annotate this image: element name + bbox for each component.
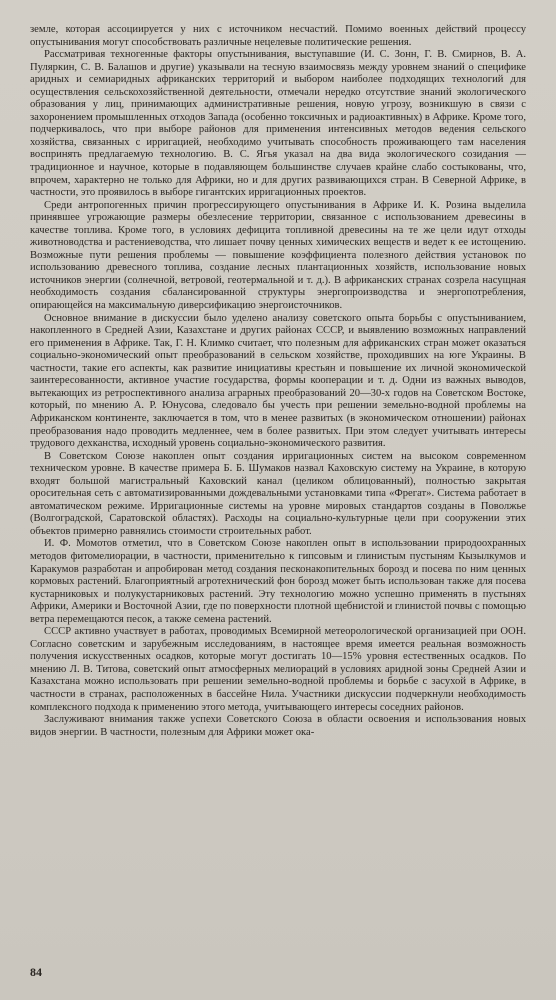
page-number: 84: [30, 965, 42, 979]
paragraph: Заслуживают внимания также успехи Советского Союза в области освоения и использования новых видов энергии. В частности, полезным для Африки может ока-: [30, 714, 526, 738]
paragraph: Основное внимание в дискуссии было уделено анализу советского опыта борьбы с опустыниванием, накопленного в Средней Азии, Казахстане и других районах СССР, и выявлению возможных направлений его применения в Африке. Так, Г. Н. Климко считает, что полезным для африканских стран может оказаться социально-экономический опыт преобразований в сельском хозяйстве, проходивших на юге Украины. В частности, такие его аспекты, как развитие инициативы крестьян и повышение их личной экономической заинтересованности, активное участие государства, формы кооперации и т. д. Одни из важных выводов, вытекающих из ретроспективного анализа аграрных преобразований 20—30-х годов на Советском Востоке, который, по мнению А. Р. Юнусова, следовало бы учесть при решении земельно-водной проблемы на Африканском континенте, заключается в том, что в менее развитых (в экономическом отношении) районах преобразования надо проводить медленнее, чем в более развитых. При этом следует учитывать интересы трудового дехканства, исходный уровень социально-экономического развития.: [30, 312, 526, 450]
body-text: [30, 24, 526, 739]
paragraph: В Советском Союзе накоплен опыт создания ирригационных систем на высоком современном техническом уровне. В качестве примера Б. Б. Шумаков назвал Каховскую систему на Украине, в которую входят большой магистральный Каховский канал (целиком облицованный), полностью закрытая оросительная сеть с автоматизированными дождевальными установками типа «Фрегат». Система работает в автоматическом режиме. Ирригационные системы на уровне мировых стандартов созданы в Поволжье (Волгоградской, Саратовской областях). Расходы на социально-культурные цели при сооружении этих объектов примерно равнялись стоимости строительных работ.: [30, 450, 526, 537]
paragraph: Среди антропогенных причин прогрессирующего опустынивания в Африке И. К. Розина выделила принявшее угрожающие размеры обезлесение территории, связанное с использованием древесины в качестве топлива. Кроме того, в условиях дефицита топливной древесины на те же цели идут отходы животноводства и растениеводства, что лишает почву ценных химических веществ и ведет к ее истощению. Возможные пути решения проблемы — повышение коэффициента полезного действия установок по использованию древесного топлива, создание лесных плантационных хозяйств, использование новых источников энергии (солнечной, ветровой, геотермальной и т. д.). В африканских странах созрела насущная необходимость создания сбалансированной структуры энергопроизводства и энергопотребления, опирающейся на максимальную диверсификацию энергоисточников.: [30, 199, 526, 312]
paragraph: И. Ф. Момотов отметил, что в Советском Союзе накоплен опыт в использовании природоохранных методов фитомелиорации, в частности, применительно к гипсовым и глинистым пустыням Кызылкумов и Каракумов разработан и апробирован метод создания песконакопительных борозд и посева по ним ценных кормовых растений. Благоприятный агротехнический фон борозд может быть использован также для посева кустарниковых и полукустарниковых растений. Эту технологию можно успешно применять в пустынях Африки, Америки и Восточной Азии, где по поверхности плотной щебнистой и глинистой почвы с помощью ветра перемещаются песок, а также семена растений.: [30, 538, 526, 625]
paragraph: СССР активно участвует в работах, проводимых Всемирной метеорологической организацией при ООН. Согласно советским и зарубежным исследованиям, в настоящее время имеется реальная возможность получения искусственных осадков, которые могут достигать 10—15% уровня естественных осадков. По мнению Л. В. Титова, советский опыт атмосферных мелиораций в условиях аридной зоны Средней Азии и Казахстана можно использовать при решении земельно-водной проблемы и борьбе с засухой в Африке, в частности в странах, расположенных в бассейне Нила. Участники дискуссии подчеркнули необходимость комплексного подхода к применению этого метода, учитывающего интересы соседних районов.: [30, 626, 526, 713]
paragraph: Рассматривая техногенные факторы опустынивания, выступавшие (И. С. Зонн, Г. В. Смирнов, В. А. Пуляркин, С. В. Балашов и другие) указывали на тесную взаимосвязь между уровнем знаний о специфике аридных и семиаридных африканских территорий и выбором наиболее подходящих технологий для осуществления сельскохозяйственной деятельности, отмечали нередко отсутствие знаний экологического образования у лиц, принимающих административные решения, новую угрозу, возникшую в связи с захоронением промышленных отходов Запада (особенно токсичных и радиоактивных) в Африке. Кроме того, подчеркивалось, что при выборе районов для применения интенсивных методов ведения сельского хозяйства, связанных с ирригацией, необходимо учитывать способность проживающего там населения воспринять предлагаемую технологию. В. С. Ягья указал на два вида экологического созидания — традиционное и научное, которые в подавляющем большинстве случаев крайне слабо состыкованы, что, впрочем, характерно не только для Африки, но и для других развивающихся стран. В Северной Африке, в частности, это проявилось в выборе гигантских ирригационных проектов.: [30, 49, 526, 199]
paragraph: земле, которая ассоциируется у них с источником несчастий. Помимо военных действий процессу опустынивания могут способствовать различные нецелевые политические решения.: [30, 24, 526, 48]
